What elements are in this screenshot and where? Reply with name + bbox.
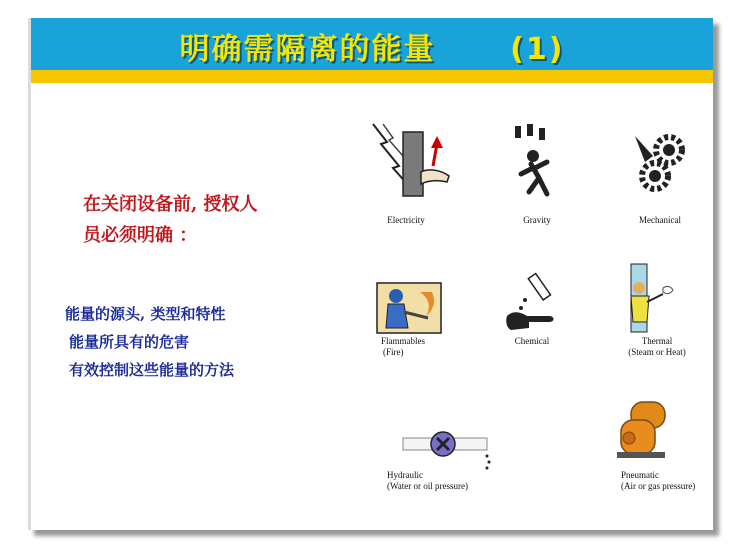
caption-hydraulic-title: Hydraulic bbox=[387, 470, 423, 480]
caption-flammables-title: Flammables bbox=[381, 336, 425, 346]
gravity-icon bbox=[509, 122, 569, 202]
flammables-icon bbox=[376, 282, 442, 334]
mechanical-icon bbox=[631, 130, 687, 200]
title-bar bbox=[31, 18, 713, 70]
caption-thermal-sub: (Steam or Heat) bbox=[628, 347, 686, 357]
thermal-icon bbox=[623, 262, 683, 334]
caption-hydraulic bbox=[387, 470, 497, 492]
caption-mechanical: Mechanical bbox=[639, 215, 681, 225]
point-2: 能量所具有的危害 bbox=[69, 333, 190, 351]
caption-gravity: Gravity bbox=[523, 215, 551, 225]
pneumatic-icon bbox=[613, 398, 671, 464]
caption-electricity: Electricity bbox=[387, 215, 425, 225]
slide-title: 明确需隔离的能量 (1) bbox=[179, 32, 565, 67]
caption-hydraulic-sub: (Water or oil pressure) bbox=[387, 481, 468, 491]
caption-thermal bbox=[617, 336, 697, 358]
title-accent-line bbox=[31, 70, 713, 83]
intro-line-1: 在关闭设备前, 授权人 bbox=[83, 194, 258, 215]
caption-chemical: Chemical bbox=[514, 336, 550, 346]
electricity-icon bbox=[369, 122, 459, 202]
caption-flammables bbox=[381, 336, 451, 358]
intro-line-2: 员必须明确 ： bbox=[83, 225, 198, 246]
chemical-icon bbox=[503, 272, 559, 334]
caption-flammables-sub: (Fire) bbox=[383, 347, 404, 357]
caption-thermal-title: Thermal bbox=[641, 336, 673, 346]
point-3: 有效控制这些能量的方法 bbox=[69, 361, 235, 379]
caption-pneumatic bbox=[621, 470, 711, 492]
hydraulic-icon bbox=[401, 428, 497, 472]
point-1: 能量的源头, 类型和特性 bbox=[65, 305, 226, 323]
caption-pneumatic-sub: (Air or gas pressure) bbox=[621, 481, 696, 491]
slide bbox=[28, 18, 713, 530]
caption-pneumatic-title: Pneumatic bbox=[621, 470, 659, 480]
